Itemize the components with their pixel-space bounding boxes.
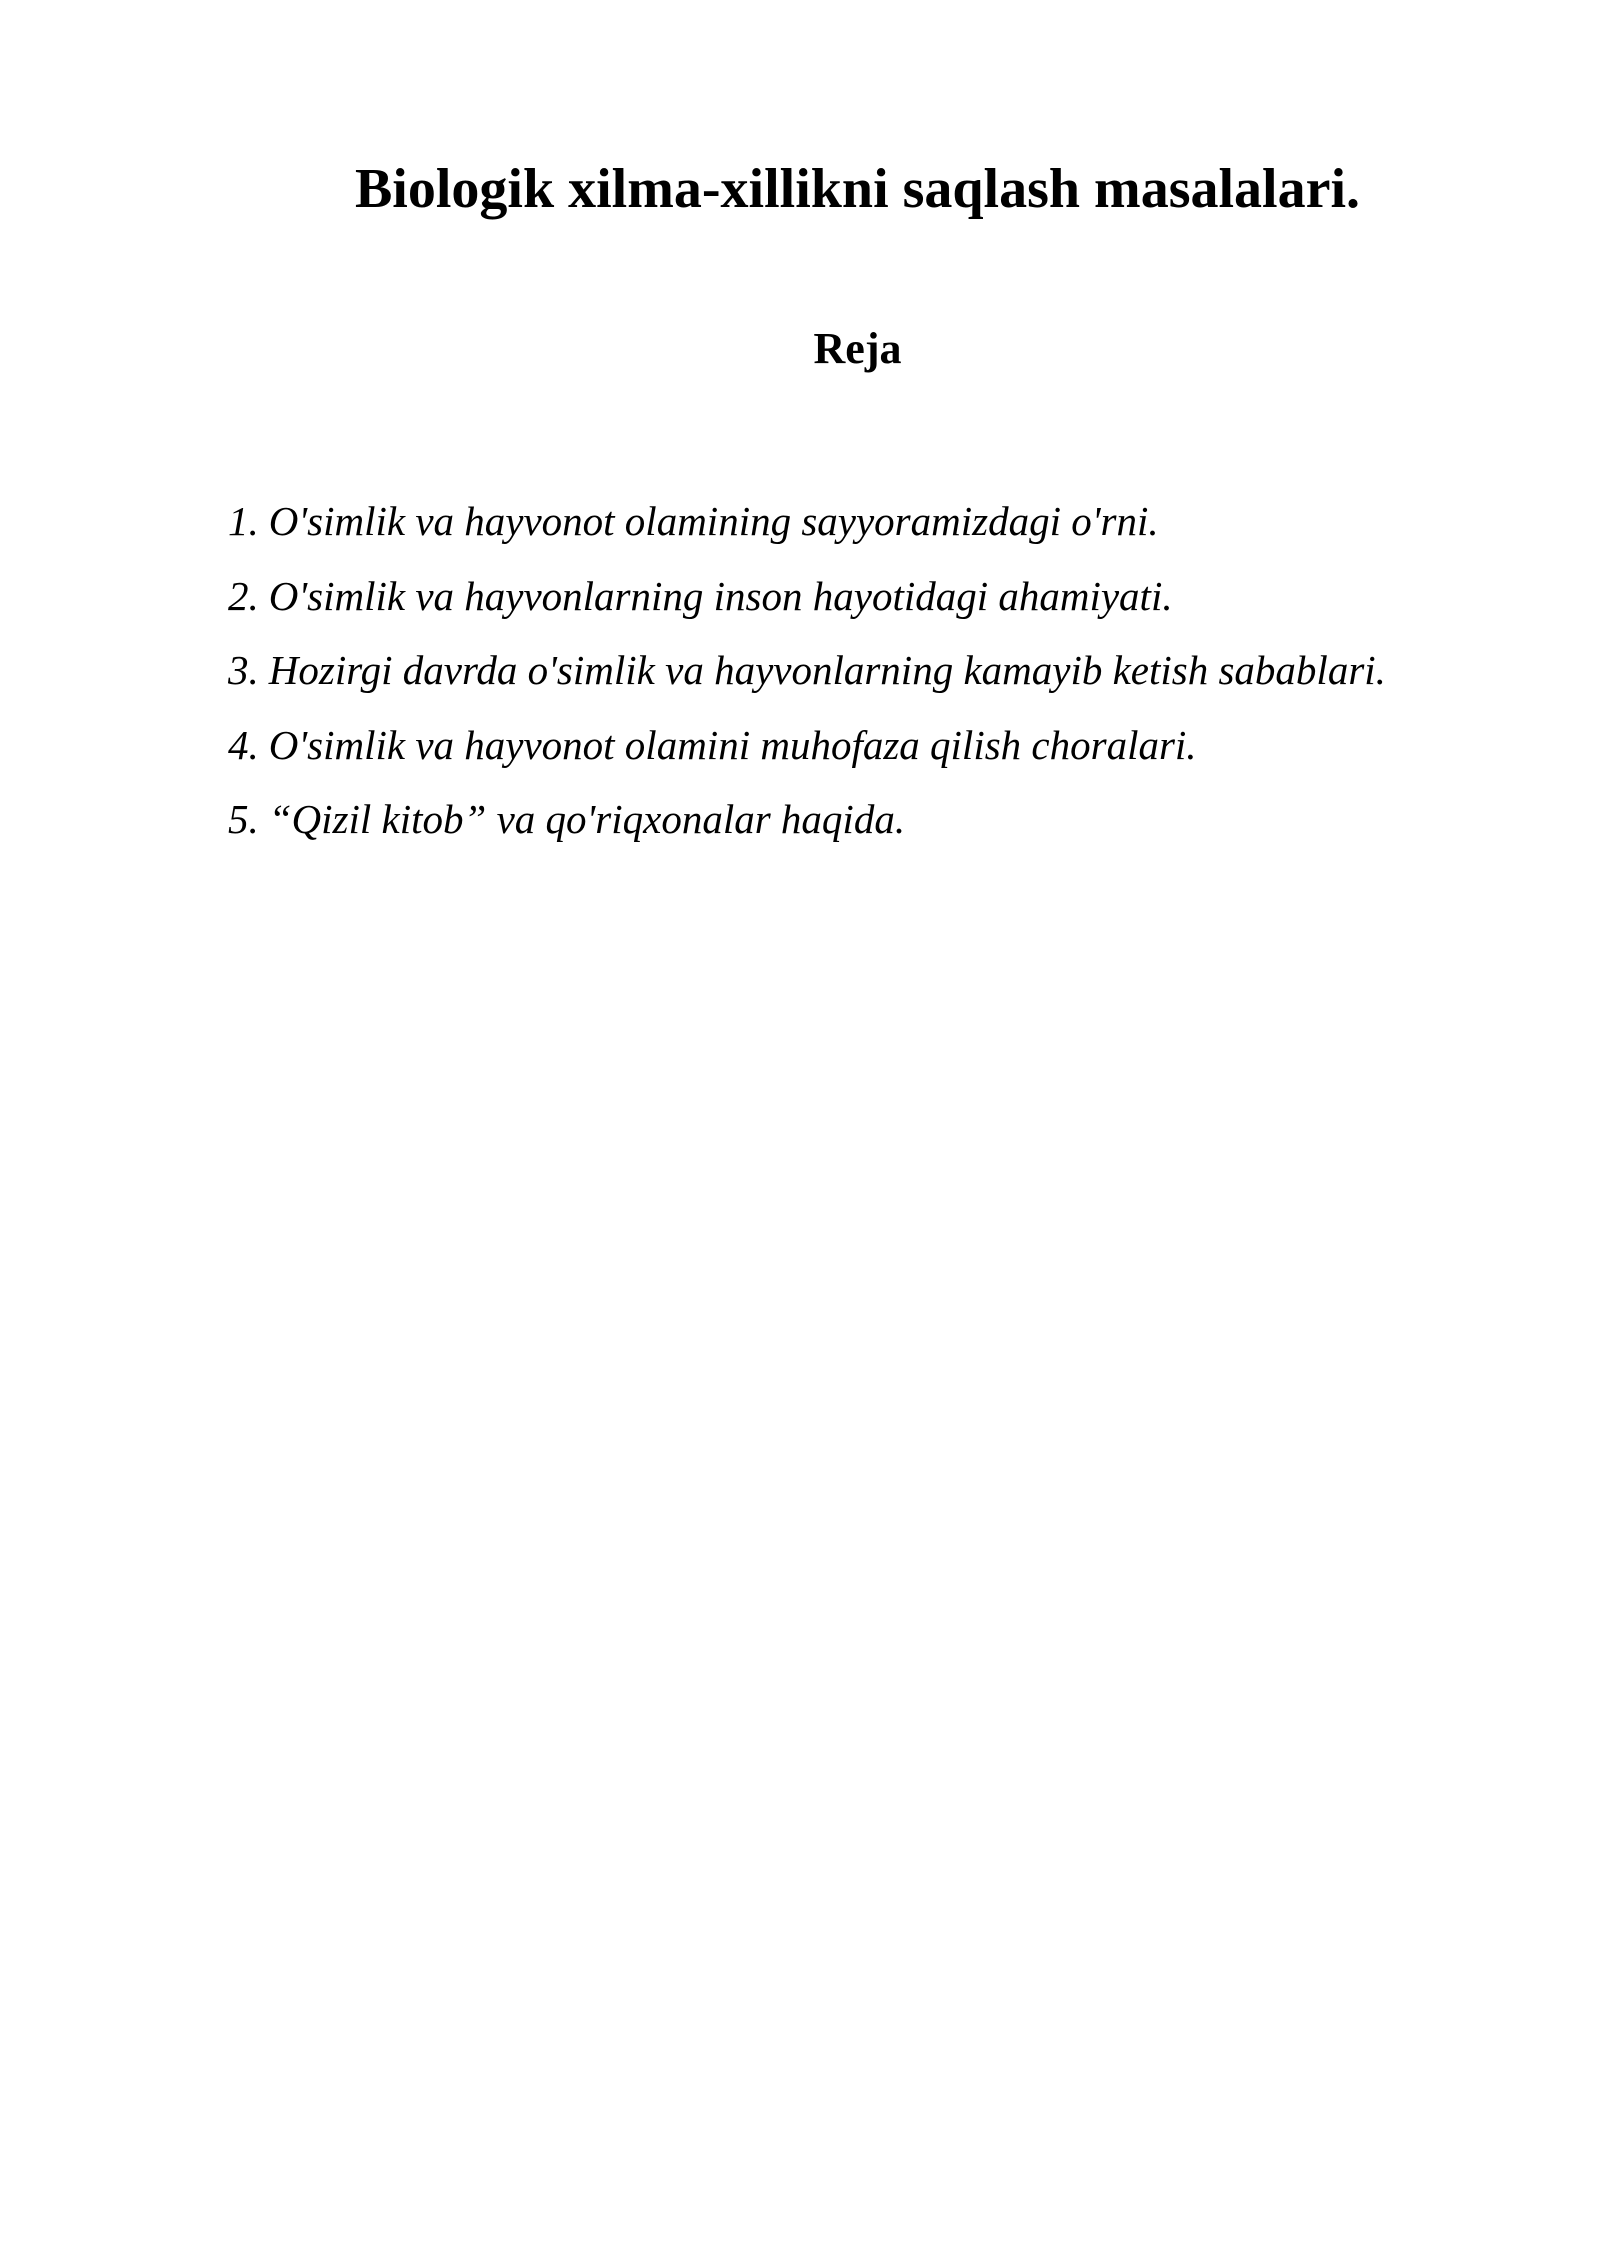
plan-item-4: [228, 708, 1386, 783]
plan-item-number: 3.: [228, 647, 259, 693]
document-title: Biologik xilma-xillikni saqlash masalalari.: [354, 158, 1361, 220]
plan-item-text: O'simlik va hayvonot olamining sayyoramizdagi o'rni.: [268, 498, 1159, 544]
plan-item-text: Hozirgi davrda o'simlik va hayvonlarning kamayib ketish sabablari.: [268, 647, 1386, 693]
plan-list: [228, 484, 1386, 857]
plan-item-1: [228, 484, 1386, 559]
plan-item-text: “Qizil kitob” va qo'riqxonalar haqida.: [268, 796, 906, 842]
plan-item-number: 2.: [228, 572, 259, 619]
plan-item-3: [228, 633, 1386, 708]
plan-heading: Reja: [813, 324, 902, 373]
plan-item-number: 4.: [228, 721, 259, 768]
plan-item-2: [228, 559, 1386, 634]
plan-item-number: 5.: [228, 796, 259, 842]
plan-item-5: [228, 782, 1386, 857]
plan-item-number: 1.: [228, 498, 259, 544]
plan-item-text: O'simlik va hayvonot olamini muhofaza qilish choralari.: [268, 721, 1197, 768]
plan-item-text: O'simlik va hayvonlarning inson hayotidagi ahamiyati.: [268, 572, 1173, 619]
